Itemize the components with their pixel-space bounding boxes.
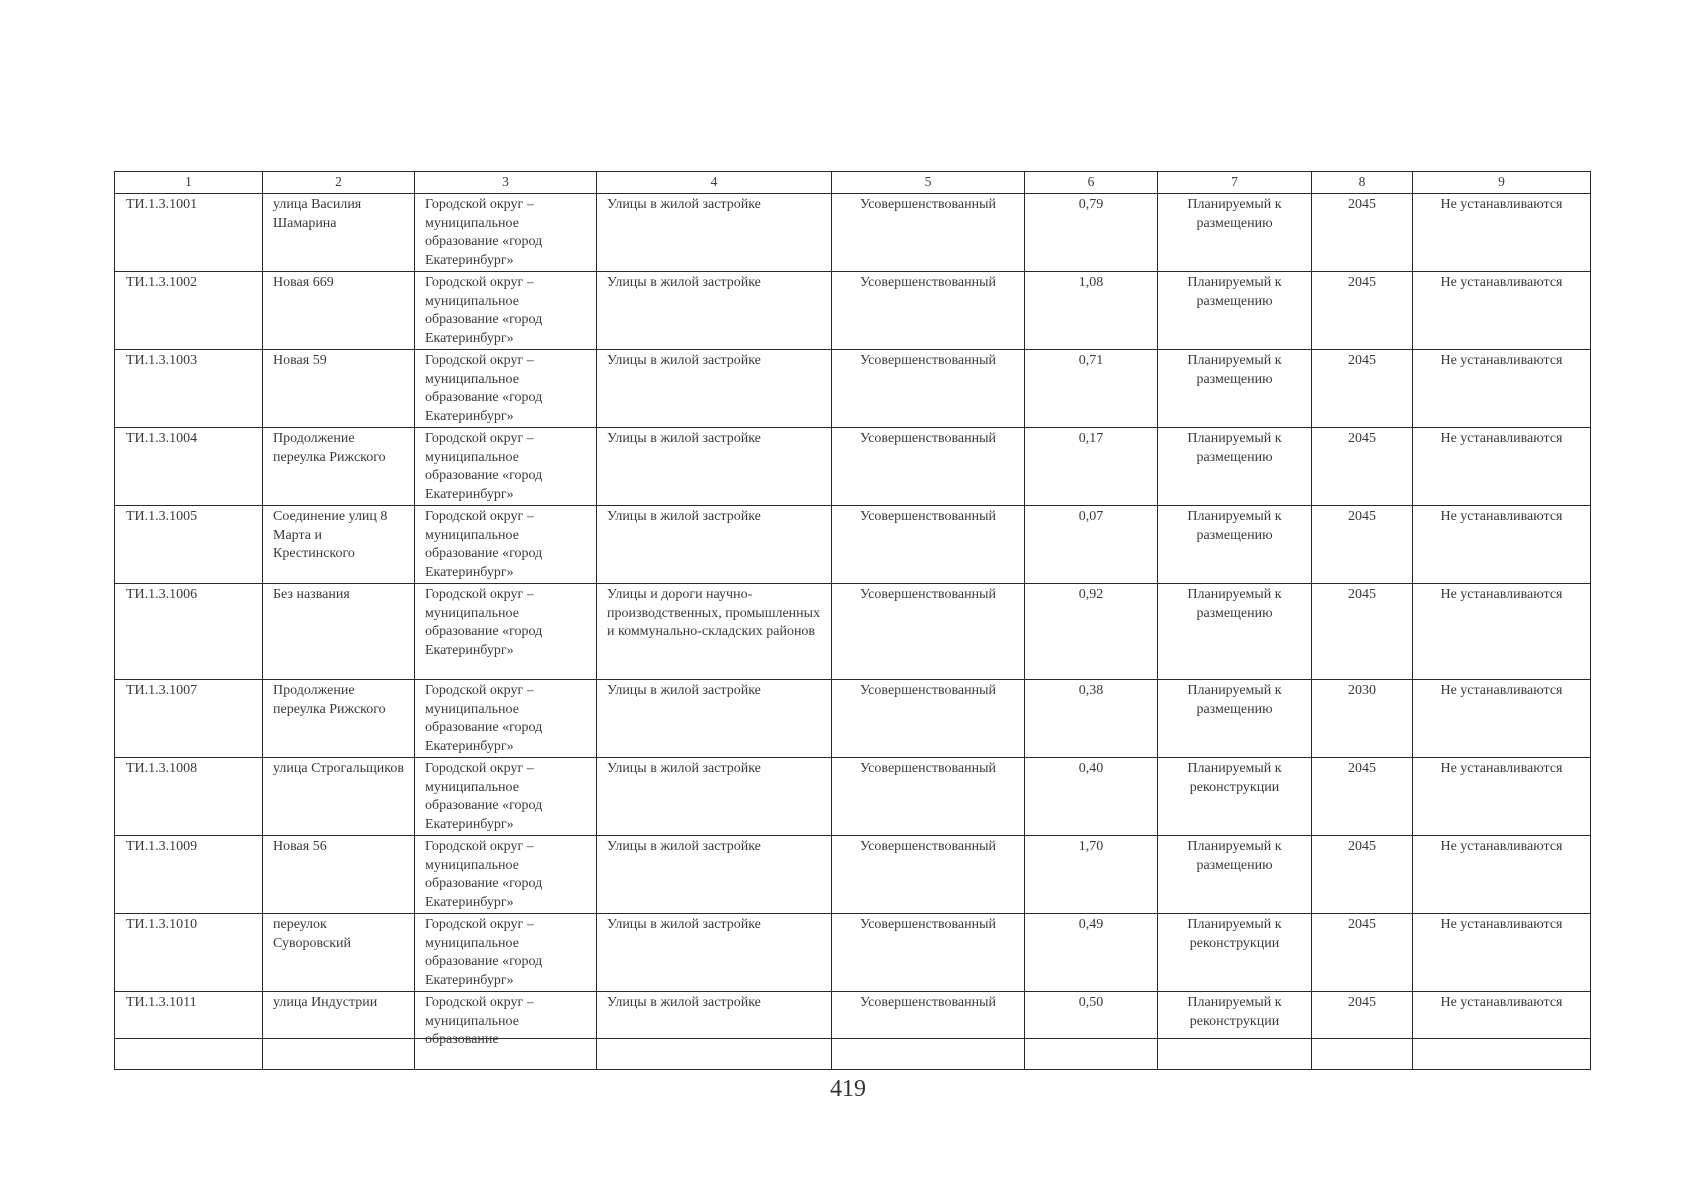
object-id-cell: ТИ.1.3.1006 [126,587,198,602]
length-cell: 1,08 [1078,275,1104,290]
locality-cell: Городской округ – муниципальное образование «город Екатеринбург» [425,587,543,658]
object-name-cell: Новая 59 [273,353,327,368]
road-type-cell: Улицы в жилой застройке [607,917,761,932]
page-number: 419 [830,1076,866,1102]
table-row [115,914,1591,992]
length-cell: 0,92 [1078,587,1104,602]
object-id-cell: ТИ.1.3.1009 [126,839,198,854]
object-id-cell: ТИ.1.3.1010 [126,917,198,932]
year-cell: 2045 [1348,353,1376,368]
length-cell: 0,79 [1078,197,1104,212]
object-name-cell: улица Индустрии [273,995,378,1010]
status-cell: Планируемый к размещению [1187,509,1282,543]
table-row [115,836,1591,914]
road-type-cell: Улицы в жилой застройке [607,431,761,446]
status-cell: Планируемый к размещению [1187,431,1282,465]
column-header: 7 [1158,172,1312,194]
road-type-cell: Улицы в жилой застройке [607,353,761,368]
column-header: 3 [415,172,597,194]
column-header: 5 [832,172,1025,194]
status-cell: Планируемый к размещению [1187,275,1282,309]
zones-cell: Не устанавливаются [1440,431,1563,446]
coverage-cell: Усовершенствованный [859,683,997,698]
table-row [115,992,1591,1070]
table-body [115,194,1591,1070]
length-cell: 1,70 [1078,839,1104,854]
object-id-cell: ТИ.1.3.1001 [126,197,198,212]
column-header: 8 [1312,172,1413,194]
status-cell: Планируемый к реконструкции [1187,917,1282,951]
zones-cell: Не устанавливаются [1440,683,1563,698]
objects-table-container [114,171,1590,1047]
coverage-cell: Усовершенствованный [859,197,997,212]
locality-cell: Городской округ – муниципальное образование [425,995,534,1047]
length-cell: 0,50 [1078,995,1104,1010]
road-type-cell: Улицы в жилой застройке [607,839,761,854]
year-cell: 2045 [1348,917,1376,932]
zones-cell: Не устанавливаются [1440,761,1563,776]
table-row [115,680,1591,758]
object-id-cell: ТИ.1.3.1011 [126,995,197,1010]
zones-cell: Не устанавливаются [1440,275,1563,290]
road-type-cell: Улицы в жилой застройке [607,995,761,1010]
zones-cell: Не устанавливаются [1440,839,1563,854]
coverage-cell: Усовершенствованный [859,995,997,1010]
object-name-cell: Продолжение переулка Рижского [273,431,386,465]
road-type-cell: Улицы в жилой застройке [607,683,761,698]
zones-cell: Не устанавливаются [1440,197,1563,212]
table-row [115,428,1591,506]
status-cell: Планируемый к размещению [1187,353,1282,387]
object-name-cell: переулок Суворовский [273,917,352,951]
object-name-cell: Новая 56 [273,839,327,854]
year-cell: 2045 [1348,995,1376,1010]
locality-cell: Городской округ – муниципальное образование «город Екатеринбург» [425,509,543,580]
status-cell: Планируемый к размещению [1187,839,1282,873]
status-cell: Планируемый к размещению [1187,587,1282,621]
object-name-cell: Без названия [273,587,350,602]
object-name-cell: Соединение улиц 8 Марта и Крестинского [273,509,388,561]
table-row [115,272,1591,350]
year-cell: 2030 [1348,683,1376,698]
column-header: 4 [597,172,832,194]
object-id-cell: ТИ.1.3.1002 [126,275,198,290]
road-type-cell: Улицы в жилой застройке [607,761,761,776]
column-header: 2 [263,172,415,194]
locality-cell: Городской округ – муниципальное образование «город Екатеринбург» [425,197,543,268]
coverage-cell: Усовершенствованный [859,275,997,290]
locality-cell: Городской округ – муниципальное образование «город Екатеринбург» [425,431,543,502]
table-row [115,584,1591,680]
coverage-cell: Усовершенствованный [859,917,997,932]
locality-cell: Городской округ – муниципальное образование «город Екатеринбург» [425,917,543,988]
table-row [115,758,1591,836]
status-cell: Планируемый к размещению [1187,683,1282,717]
road-type-cell: Улицы в жилой застройке [607,509,761,524]
object-name-cell: улица Строгальщиков [273,761,404,776]
length-cell: 0,40 [1078,761,1104,776]
year-cell: 2045 [1348,275,1376,290]
object-name-cell: улица Василия Шамарина [273,197,362,231]
status-cell: Планируемый к реконструкции [1187,995,1282,1029]
coverage-cell: Усовершенствованный [859,431,997,446]
zones-cell: Не устанавливаются [1440,509,1563,524]
object-name-cell: Продолжение переулка Рижского [273,683,386,717]
coverage-cell: Усовершенствованный [859,353,997,368]
year-cell: 2045 [1348,839,1376,854]
road-type-cell: Улицы в жилой застройке [607,275,761,290]
locality-cell: Городской округ – муниципальное образование «город Екатеринбург» [425,275,543,346]
table-row [115,194,1591,272]
column-header: 9 [1413,172,1591,194]
road-type-cell: Улицы и дороги научно-производственных, промышленных и коммунально-складских районов [607,587,821,639]
coverage-cell: Усовершенствованный [859,839,997,854]
length-cell: 0,71 [1078,353,1104,368]
coverage-cell: Усовершенствованный [859,587,997,602]
object-id-cell: ТИ.1.3.1008 [126,761,198,776]
status-cell: Планируемый к размещению [1187,197,1282,231]
zones-cell: Не устанавливаются [1440,995,1563,1010]
locality-cell: Городской округ – муниципальное образование «город Екатеринбург» [425,839,543,910]
table-row [115,506,1591,584]
zones-cell: Не устанавливаются [1440,353,1563,368]
object-id-cell: ТИ.1.3.1007 [126,683,198,698]
road-type-cell: Улицы в жилой застройке [607,197,761,212]
length-cell: 0,07 [1078,509,1104,524]
locality-cell: Городской округ – муниципальное образование «город Екатеринбург» [425,683,543,754]
year-cell: 2045 [1348,587,1376,602]
zones-cell: Не устанавливаются [1440,917,1563,932]
object-name-cell: Новая 669 [273,275,334,290]
year-cell: 2045 [1348,431,1376,446]
year-cell: 2045 [1348,197,1376,212]
coverage-cell: Усовершенствованный [859,761,997,776]
table-row [115,350,1591,428]
locality-cell: Городской округ – муниципальное образование «город Екатеринбург» [425,353,543,424]
length-cell: 0,38 [1078,683,1104,698]
zones-cell: Не устанавливаются [1440,587,1563,602]
length-cell: 0,17 [1078,431,1104,446]
objects-table [114,171,1591,1070]
status-cell: Планируемый к реконструкции [1187,761,1282,795]
coverage-cell: Усовершенствованный [859,509,997,524]
table-header-row [115,172,1591,194]
length-cell: 0,49 [1078,917,1104,932]
object-id-cell: ТИ.1.3.1004 [126,431,198,446]
column-header: 1 [115,172,263,194]
object-id-cell: ТИ.1.3.1005 [126,509,198,524]
year-cell: 2045 [1348,509,1376,524]
year-cell: 2045 [1348,761,1376,776]
object-id-cell: ТИ.1.3.1003 [126,353,198,368]
locality-cell: Городской округ – муниципальное образование «город Екатеринбург» [425,761,543,832]
column-header: 6 [1025,172,1158,194]
